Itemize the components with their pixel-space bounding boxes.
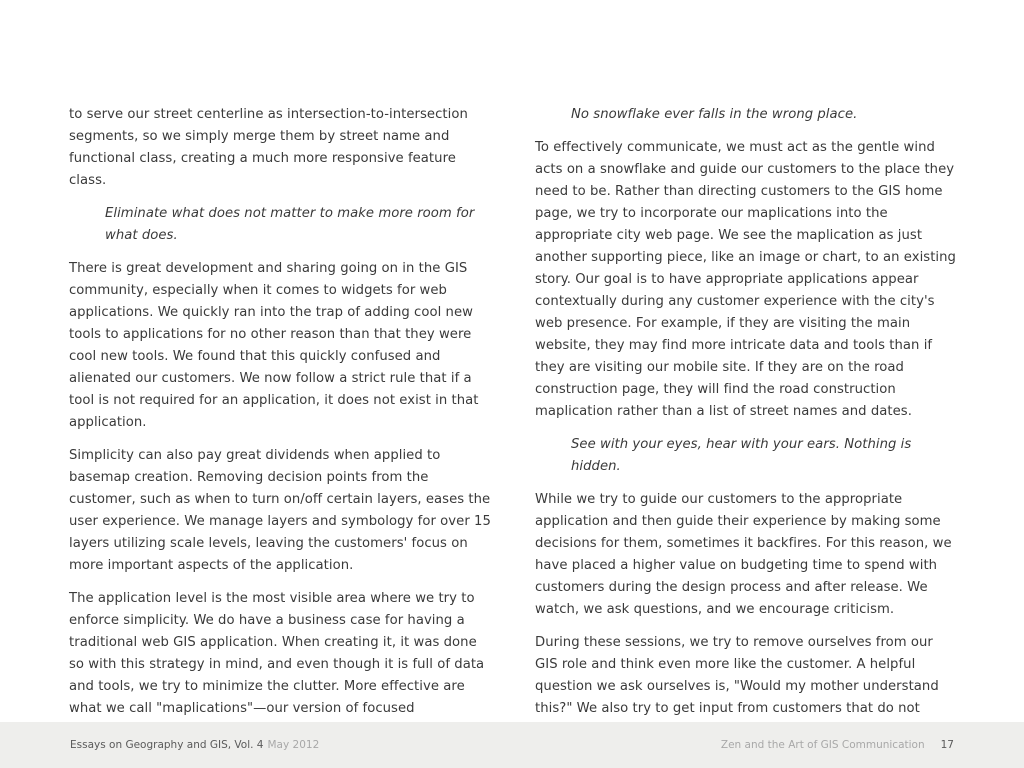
body-paragraph: to serve our street centerline as intersection-to-intersection segments, so we simply merge them by street name and functional class, creating a much more responsive feature class. xyxy=(69,107,468,188)
pull-quote: See with your eyes, hear with your ears. Nothing is hidden. xyxy=(571,437,912,474)
pull-quote: Eliminate what does not matter to make more room for what does. xyxy=(105,206,475,243)
essay-title: Zen and the Art of GIS Communication xyxy=(720,739,925,751)
body-paragraph: To effectively communicate, we must act as the gentle wind acts on a snowflake and guide our customers to the place they need to be. Rather than directing customers to the GIS home page, we try to incorporate our maplications into the appropriate city web page. We see the maplication as just another supporting piece, like an image or chart, to an existing story. Our goal is to have appropriate applications appear contextually during any customer experience with the city's web presence. For example, if they are visiting the main website, they may find more intricate data and tools than if they are visiting our mobile site. If they are on the road construction page, they will find the road construction maplication rather than a list of street names and dates. xyxy=(535,140,956,419)
footer-left xyxy=(70,739,319,751)
page-footer xyxy=(0,722,1024,768)
body-paragraph: During these sessions, we try to remove ourselves from our GIS role and think even more like the customer. A helpful question we ask ourselves is, "Would my mother understand this?" We also try to get input from customers that do not xyxy=(535,635,939,716)
publication-title: Essays on Geography and GIS, Vol. 4 xyxy=(70,739,264,751)
right-column xyxy=(535,104,959,753)
body-paragraph: While we try to guide our customers to the appropriate application and then guide their experience by making some decisions for them, sometimes it backfires. For this reason, we have placed a higher value on budgeting time to spend with customers during the design process and after release. We watch, we ask questions, and we encourage criticism. xyxy=(535,492,952,617)
page-number: 17 xyxy=(940,739,954,751)
publication-date: May 2012 xyxy=(267,739,320,751)
left-column xyxy=(69,104,491,753)
pull-quote: No snowflake ever falls in the wrong place. xyxy=(571,107,858,122)
footer-right xyxy=(721,739,954,751)
body-paragraph: The application level is the most visible area where we try to enforce simplicity. We do have a business case for having a traditional web GIS application. When creating it, it was done so with this strategy in mind, and even though it is full of data and tools, we try to minimize the clutter. More effective are what we call "maplications"—our version of focused xyxy=(69,591,485,716)
body-paragraph: Simplicity can also pay great dividends when applied to basemap creation. Removing decision points from the customer, such as when to turn on/off certain layers, eases the user experience. We manage layers and symbology for over 15 layers utilizing scale levels, leaving the customers' focus on more important aspects of the application. xyxy=(69,448,491,573)
body-paragraph: There is great development and sharing going on in the GIS community, especially when it comes to widgets for web applications. We quickly ran into the trap of adding cool new tools to applications for no other reason than that they were cool new tools. We found that this quickly confused and alienated our customers. We now follow a strict rule that if a tool is not required for an application, it does not exist in that application. xyxy=(69,261,479,430)
